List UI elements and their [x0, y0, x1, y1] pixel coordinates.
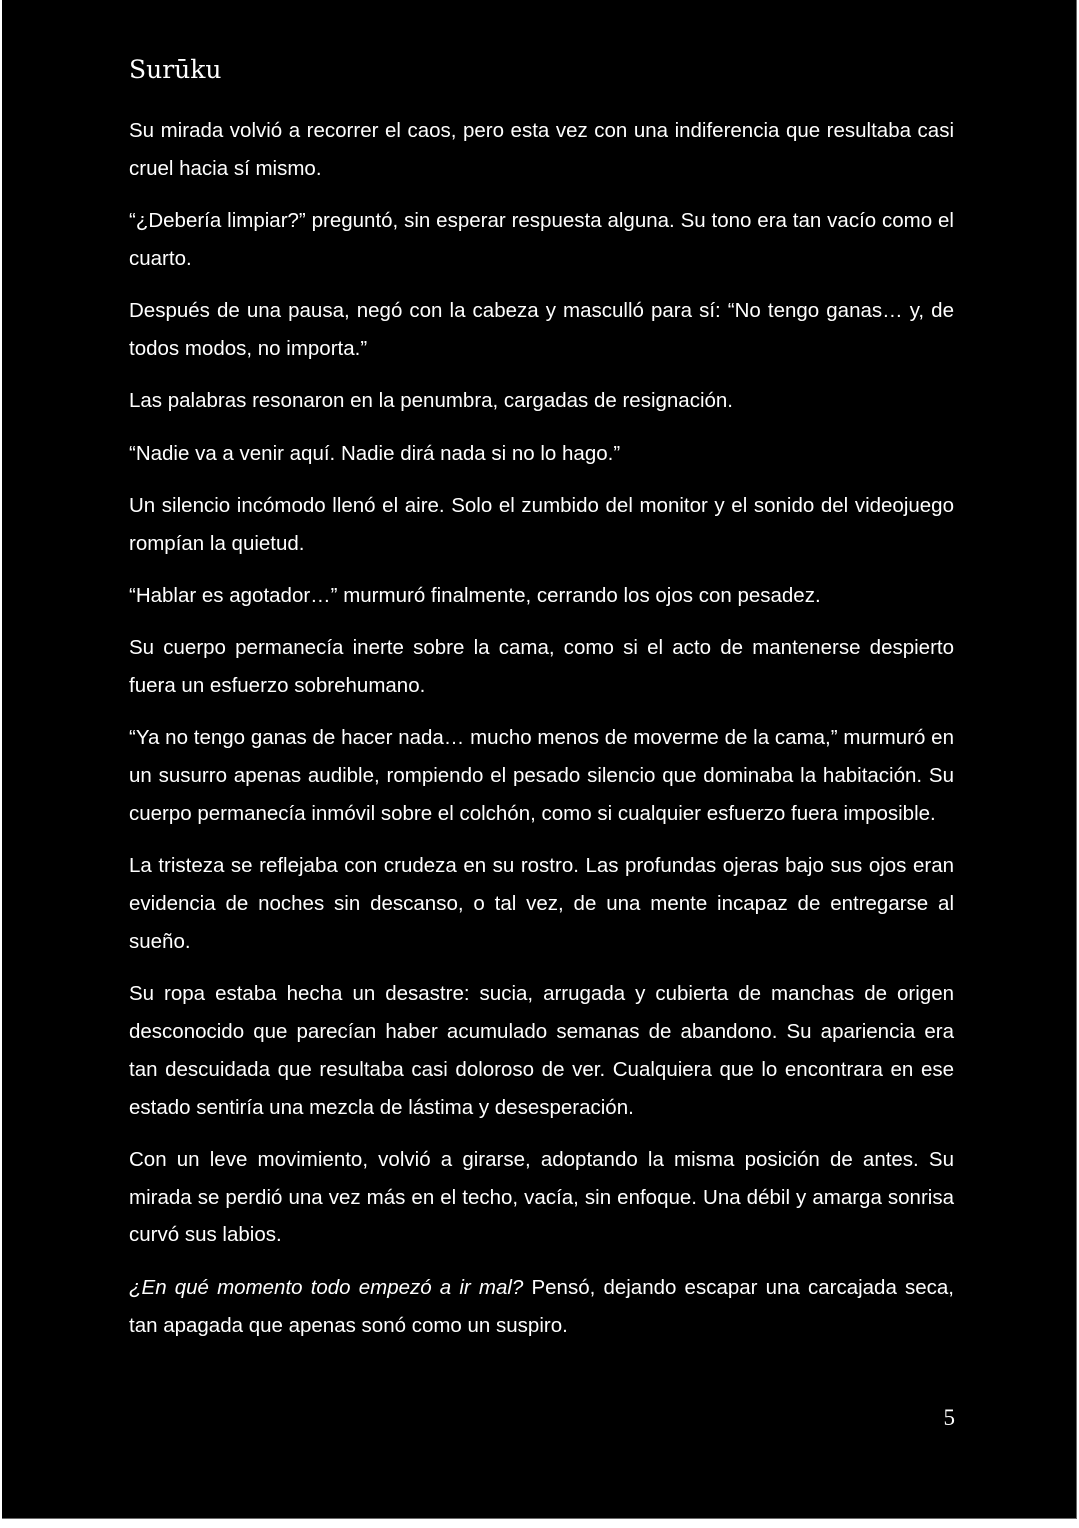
paragraph: “Nadie va a venir aquí. Nadie dirá nada si no lo hago.”	[129, 441, 621, 465]
paragraph: Con un leve movimiento, volvió a girarse, adoptando la misma posición de antes. Su mirada se perdió una vez más en el techo, vacía, sin enfoque. Una débil y amarga sonrisa curvó sus labios.	[129, 1147, 954, 1247]
paragraph: Las palabras resonaron en la penumbra, cargadas de resignación.	[129, 389, 733, 413]
paragraph: “Ya no tengo ganas de hacer nada… mucho menos de moverme de la cama,” murmuró en un susurro apenas audible, rompiendo el pesado silencio que dominaba la habitación. Su cuerpo permanecía inmóvil sobre el colchón, como si cualquier esfuerzo fuera imposible.	[129, 726, 954, 825]
paragraph: “Hablar es agotador…” murmuró finalmente, cerrando los ojos con pesadez.	[129, 583, 821, 607]
paragraph: “¿Debería limpiar?” preguntó, sin esperar respuesta alguna. Su tono era tan vacío como el cuarto.	[129, 209, 954, 270]
paragraph: La tristeza se reflejaba con crudeza en su rostro. Las profundas ojeras bajo sus ojos eran evidencia de noches sin descanso, o tal vez, de una mente incapaz de entregarse al sueño.	[129, 854, 954, 953]
paragraph: Un silencio incómodo llenó el aire. Solo el zumbido del monitor y el sonido del videojuego rompían la quietud.	[129, 493, 954, 555]
paragraph: Su ropa estaba hecha un desastre: sucia, arrugada y cubierta de manchas de origen desconocido que parecían haber acumulado semanas de abandono. Su apariencia era tan descuidada que resultaba casi doloroso de ver. Cualquiera que lo encontrara en ese estado sentiría una mezcla de lástima y desesperación.	[129, 982, 954, 1119]
final-paragraph-rest: Pensó, dejando escapar una carcajada seca, tan apagada que apenas sonó como un suspiro.	[129, 1275, 955, 1337]
italic-thought: ¿En qué momento todo empezó a ir mal?	[129, 1275, 524, 1299]
paragraph: Después de una pausa, negó con la cabeza y masculló para sí: “No tengo ganas… y, de todos modos, no importa.”	[129, 299, 954, 360]
paragraph: Su mirada volvió a recorrer el caos, pero esta vez con una indiferencia que resultaba casi cruel hacia sí mismo.	[129, 119, 954, 180]
document-page	[2, 0, 1077, 1519]
paragraph: Su cuerpo permanecía inerte sobre la cama, como si el acto de mantenerse despierto fuera un esfuerzo sobrehumano.	[129, 636, 954, 698]
running-header: Surūku	[129, 55, 222, 84]
final-paragraph	[129, 1269, 954, 1345]
body-text	[129, 112, 954, 1359]
page-number: 5	[943, 1405, 955, 1430]
